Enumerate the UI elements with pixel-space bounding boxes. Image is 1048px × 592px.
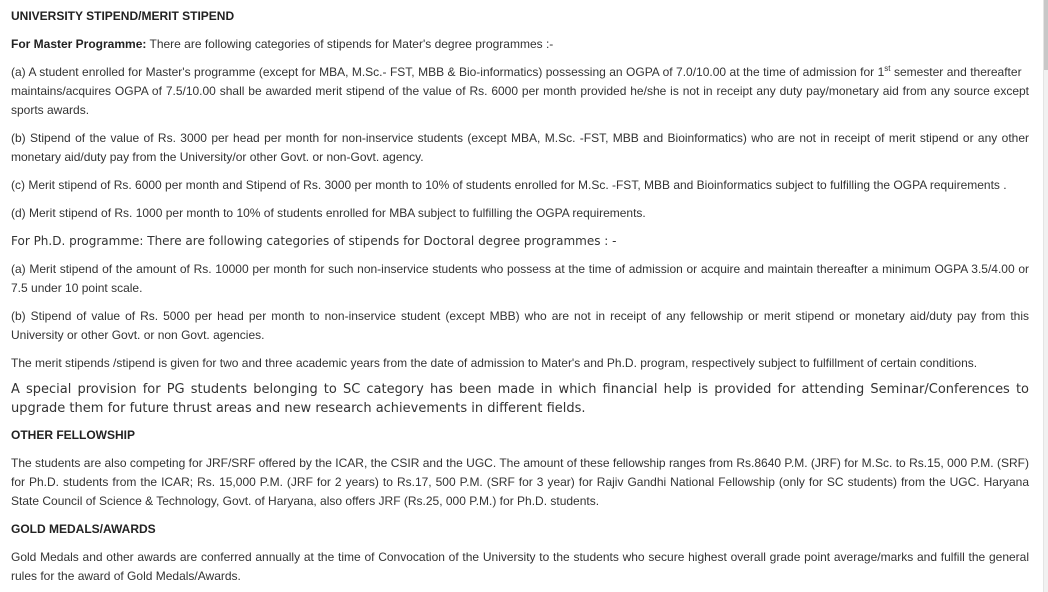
- master-item-d: (d) Merit stipend of Rs. 1000 per month to 10% of students enrolled for MBA subject to fulfilling the OGPA requirements.: [11, 206, 646, 220]
- article-body: [11, 7, 1029, 586]
- master-item-c: (c) Merit stipend of Rs. 6000 per month and Stipend of Rs. 3000 per month to 10% of students enrolled for M.Sc. -FST, MBB and Bioinformatics subject to fulfilling the OGPA requirements .: [11, 178, 1007, 192]
- section-heading-stipend: UNIVERSITY STIPEND/MERIT STIPEND: [11, 9, 235, 23]
- section-heading-fellowship: OTHER FELLOWSHIP: [11, 428, 135, 442]
- scrollbar-thumb[interactable]: [1044, 0, 1048, 70]
- section-heading-awards: GOLD MEDALS/AWARDS: [11, 522, 156, 536]
- phd-programme-intro: For Ph.D. programme: There are following categories of stipends for Doctoral degree programmes : -: [11, 234, 617, 248]
- stipend-duration-note: The merit stipends /stipend is given for two and three academic years from the date of admission to Mater's and Ph.D. program, respectively subject to fulfillment of certain conditions.: [11, 356, 978, 370]
- master-programme-intro-text: There are following categories of stipends for Mater's degree programmes :-: [146, 37, 554, 51]
- master-programme-intro: [11, 35, 1029, 54]
- vertical-scrollbar[interactable]: [1043, 0, 1048, 592]
- fellowship-text: The students are also competing for JRF/SRF offered by the ICAR, the CSIR and the UGC. The amount of these fellowship ranges from Rs.8640 P.M. (JRF) for M.Sc. to Rs.15, 000 P.M. (SRF) for Ph.D. students from the ICAR; Rs. 15,000 P.M. (JRF for 2 years) to Rs.17, 500 P.M. (SRF for 3 year) for Rajiv Gandhi National Fellowship (only for SC students) from the UGC. Haryana State Council of Science & Technology, Govt. of Haryana, also offers JRF (Rs.25, 000 P.M.) for Ph.D. students.: [11, 456, 1029, 508]
- phd-item-b: (b) Stipend of value of Rs. 5000 per head per month to non-inservice student (except MBB) who are not in receipt of any fellowship or merit stipend or monetary aid/duty pay from this University or other Govt. or non Govt. agencies.: [11, 309, 1029, 342]
- phd-item-a: (a) Merit stipend of the amount of Rs. 10000 per month for such non-inservice students who possess at the time of admission or acquire and maintain thereafter a minimum OGPA 3.5/4.00 or 7.5 under 10 point scale.: [11, 262, 1029, 295]
- master-item-a-text-rest: maintains/acquires OGPA of 7.5/10.00 shall be awarded merit stipend of the value of Rs. 6000 per month provided he/she is not in receipt any duty pay/monetary aid from any source except sports awards.: [11, 84, 1029, 117]
- master-programme-lead: For Master Programme:: [11, 37, 147, 51]
- master-item-a: [11, 63, 1029, 120]
- awards-text: Gold Medals and other awards are conferred annually at the time of Convocation of the University to the students who secure highest overall grade point average/marks and fulfill the general rules for the award of Gold Medals/Awards.: [11, 550, 1029, 583]
- master-item-a-text-cont: semester and thereafter: [890, 65, 1022, 79]
- master-item-a-superscript: st: [884, 64, 891, 73]
- sc-special-provision: A special provision for PG students belonging to SC category has been made in which financial help is provided for attending Seminar/Conferences to upgrade them for future thrust areas and new research achievements in different fields.: [11, 382, 1029, 416]
- master-item-b: (b) Stipend of the value of Rs. 3000 per head per month for non-inservice students (except MBA, M.Sc. -FST, MBB and Bioinformatics) who are not in receipt of merit stipend or any other monetary aid/duty pay from the University/or other Govt. or non-Govt. agency.: [11, 131, 1029, 164]
- master-item-a-text: (a) A student enrolled for Master's programme (except for MBA, M.Sc.- FST, MBB & Bio-informatics) possessing an OGPA of 7.0/10.00 at the time of admission for 1: [11, 65, 885, 79]
